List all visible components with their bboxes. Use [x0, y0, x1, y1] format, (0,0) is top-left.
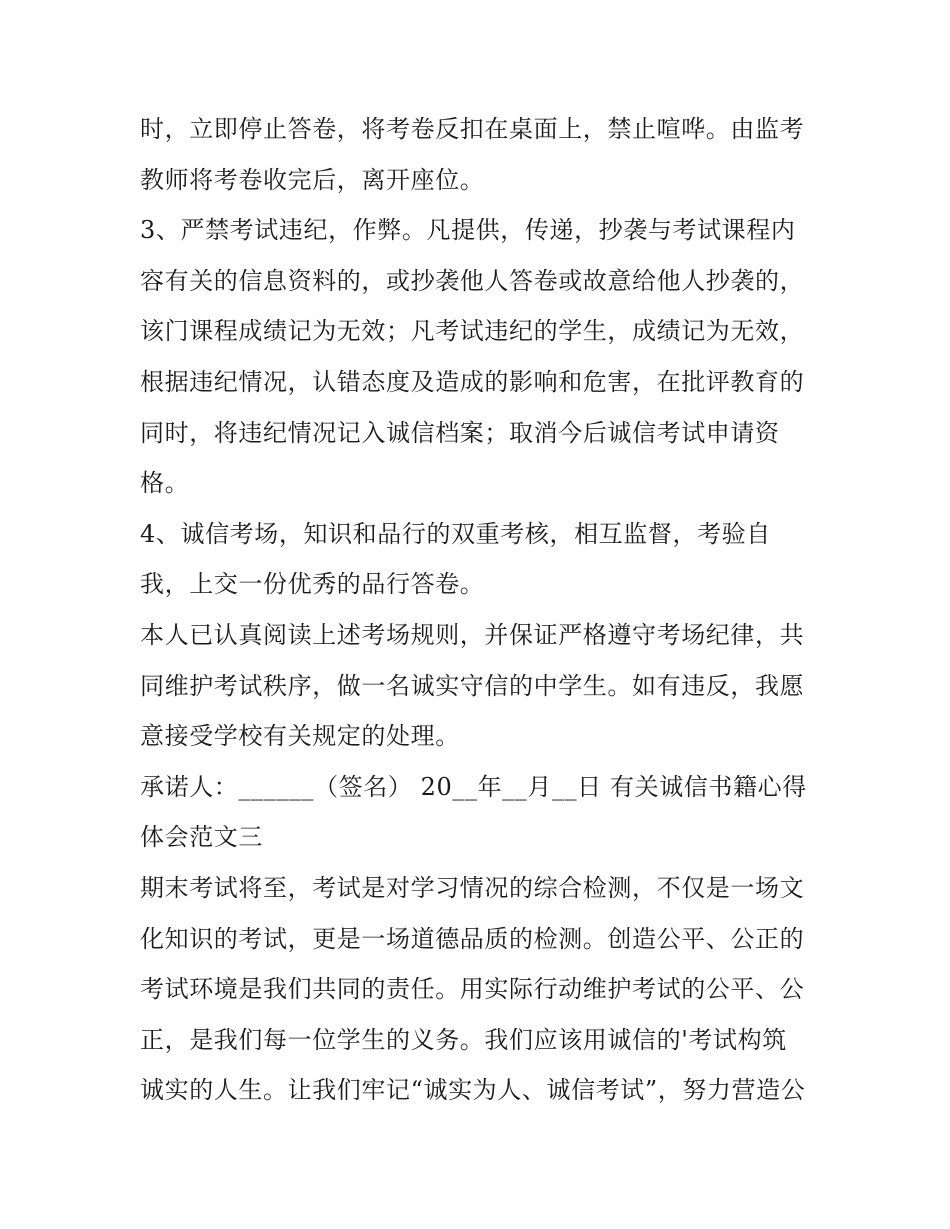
text-line: 本人已认真阅读上述考场规则，并保证严格遵守考场纪律，共	[140, 620, 805, 649]
text-line: 我，上交一份优秀的品行答卷。	[140, 570, 485, 599]
section-title: 体会范文三	[140, 823, 263, 852]
text-line: 同维护考试秩序，做一名诚实守信的中学生。如有违反，我愿	[140, 671, 805, 700]
text-line: 同时，将违纪情况记入诚信档案；取消今后诚信考试申请资	[140, 418, 780, 447]
text-line: 容有关的信息资料的，或抄袭他人答卷或故意给他人抄袭的，	[140, 266, 805, 295]
text-line: 教师将考卷收完后，离开座位。	[140, 165, 485, 194]
text-line: 化知识的考试，更是一场道德品质的检测。创造公平、公正的	[140, 924, 805, 953]
text-line: 期末考试将至，考试是对学习情况的综合检测，不仅是一场文	[140, 873, 805, 902]
signature-line: 承诺人：______（签名） 20__年__月__日 有关诚信书籍心得	[140, 772, 807, 801]
text-line: 诚实的人生。让我们牢记“诚实为人、诚信考试”，努力营造公	[140, 1076, 806, 1105]
text-line: 考试环境是我们共同的责任。用实际行动维护考试的公平、公	[140, 975, 805, 1004]
text-line: 该门课程成绩记为无效；凡考试违纪的学生，成绩记为无效，	[140, 317, 805, 346]
text-line: 3、严禁考试违纪，作弊。凡提供，传递，抄袭与考试课程内	[140, 216, 796, 245]
text-line: 时，立即停止答卷，将考卷反扣在桌面上，禁止喧哗。由监考	[140, 115, 805, 143]
text-line: 格。	[140, 469, 190, 498]
text-line: 4、诚信考场，知识和品行的双重考核，相互监督，考验自	[140, 519, 771, 548]
text-line: 根据违纪情况，认错态度及造成的影响和危害，在批评教育的	[140, 367, 805, 396]
text-line: 正，是我们每一位学生的义务。我们应该用诚信的'考试构筑	[140, 1025, 787, 1054]
text-line: 意接受学校有关规定的处理。	[140, 722, 460, 751]
document-body	[140, 104, 820, 1116]
